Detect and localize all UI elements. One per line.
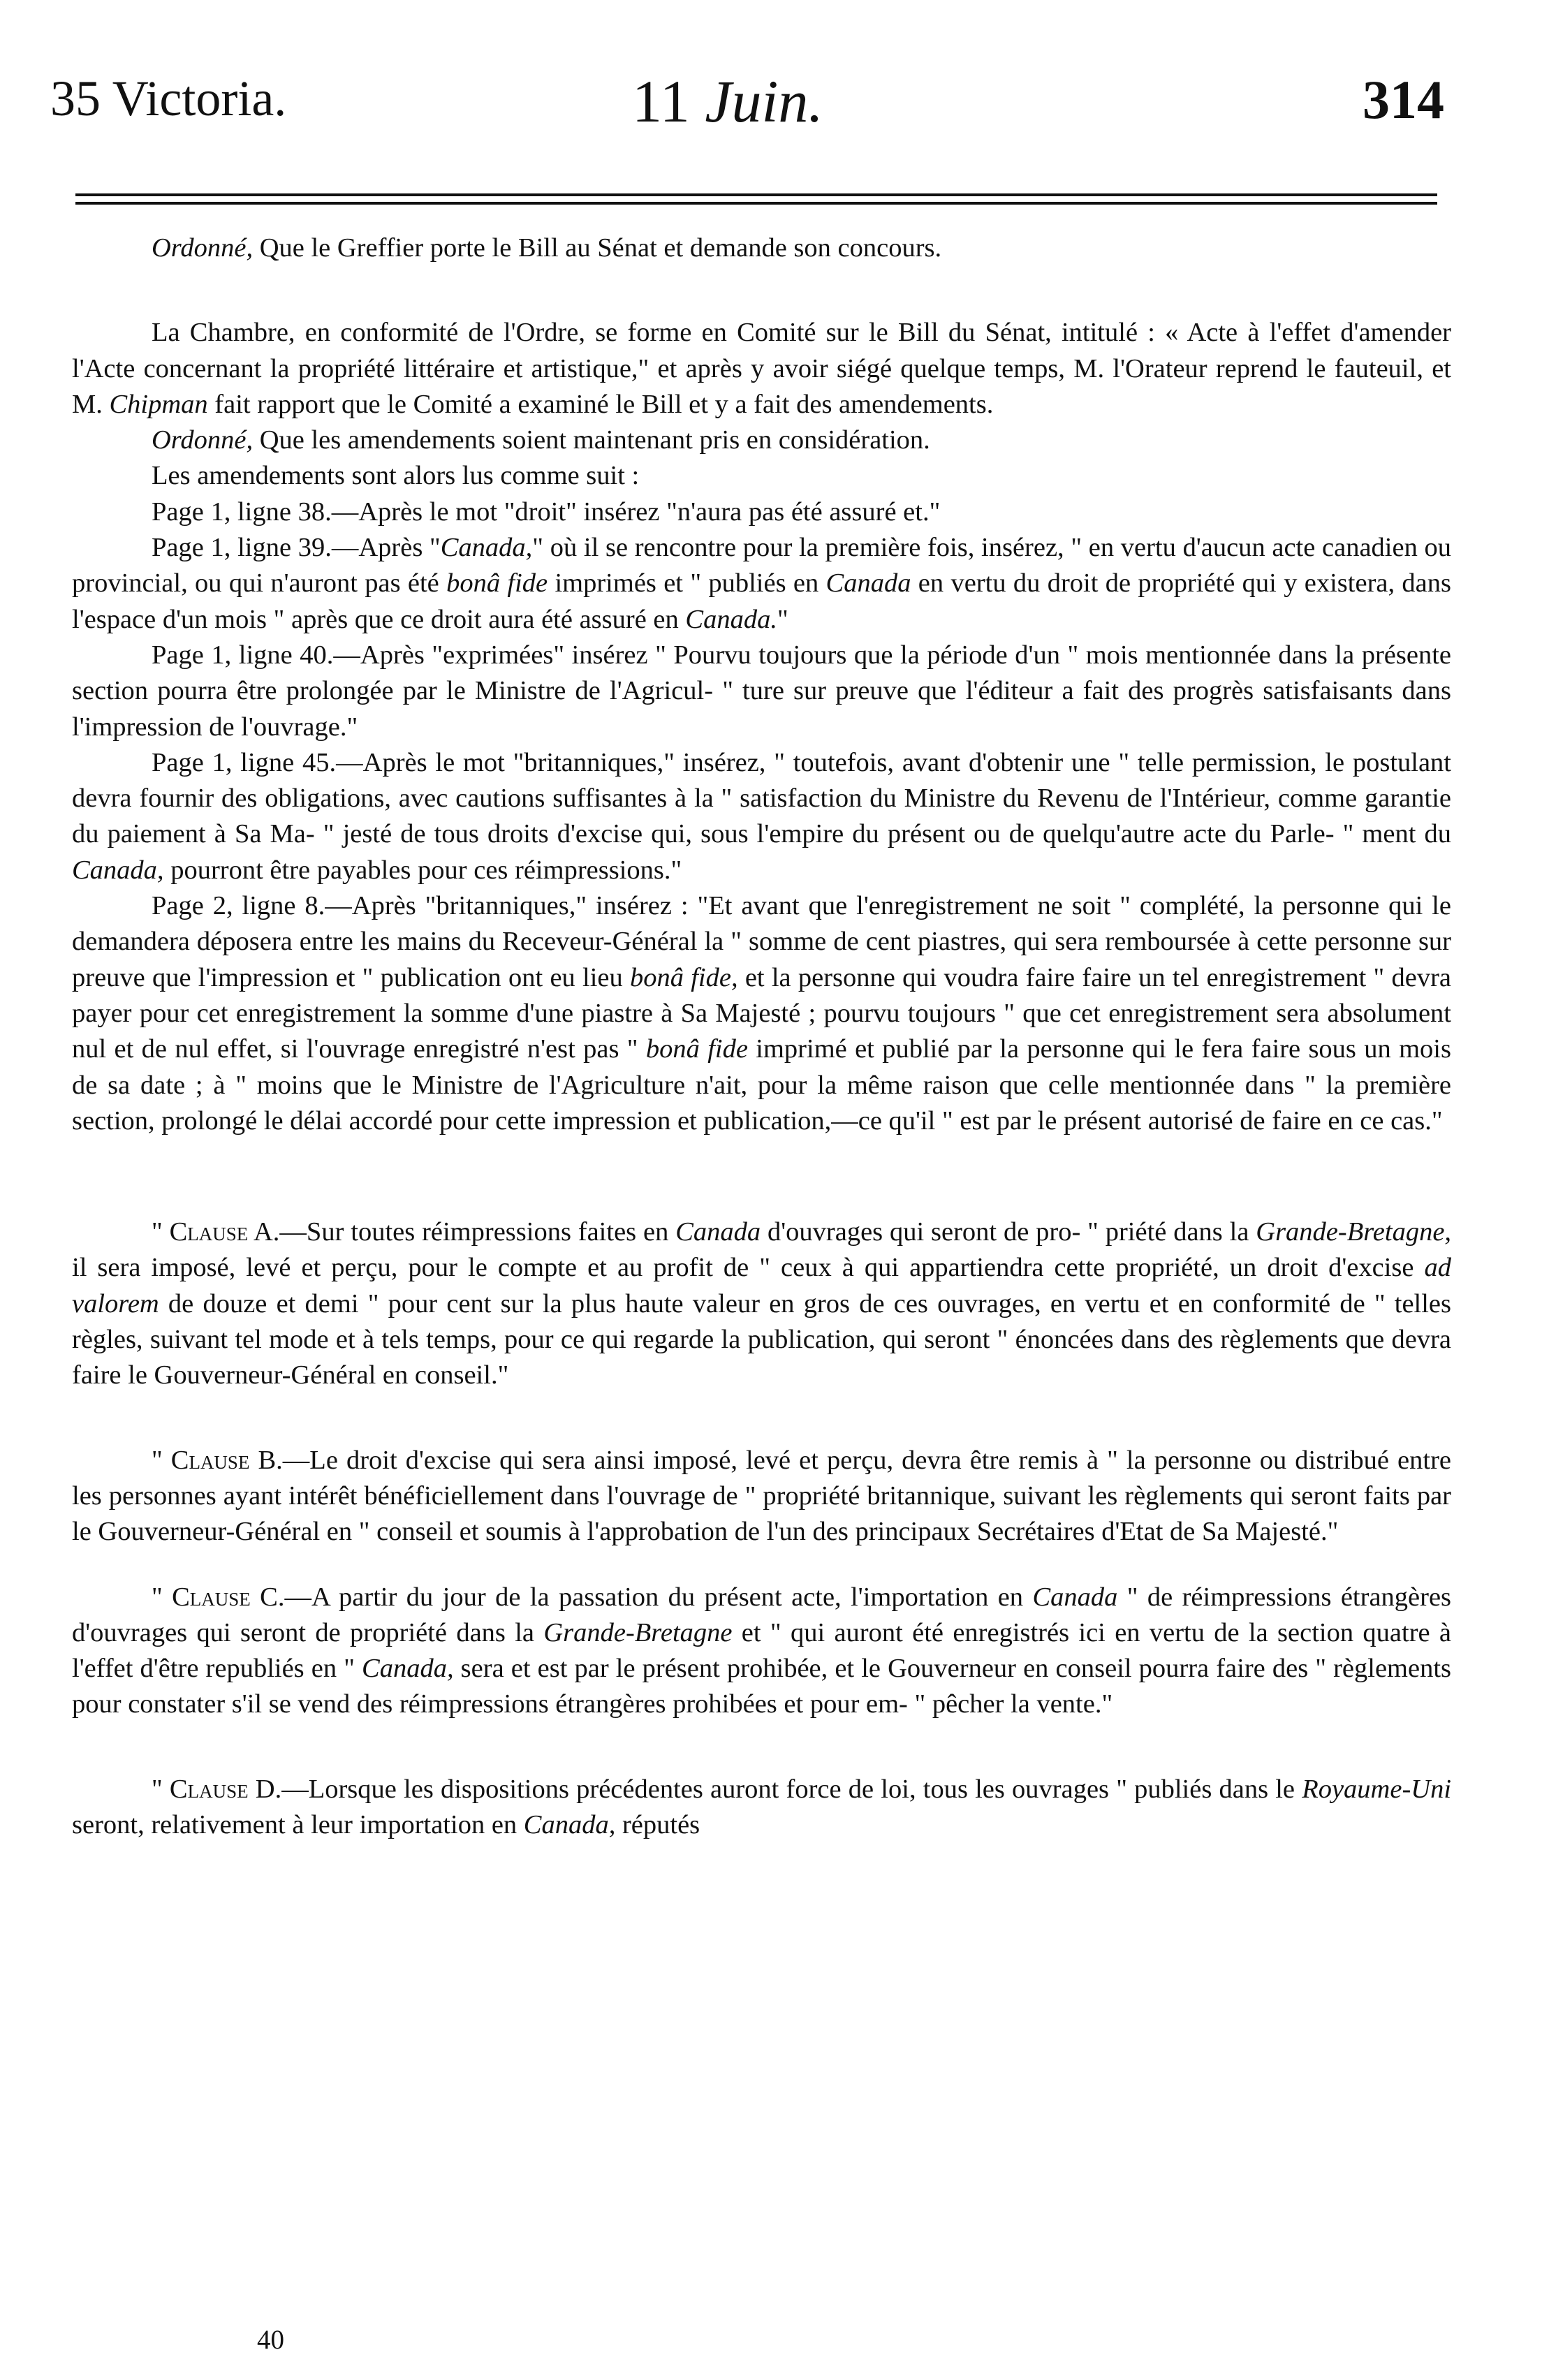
paragraph-text: et la personne qui voudra faire faire un tel enregistrement " devra payer pour cet enregistrement la somme d'une piastre à Sa Majesté ; pourvu toujours " que cet enregistrement sera absolument nul et de nul effet, si l'ouvrage enregistré n'est pas " xyxy=(72,962,1452,1064)
paragraph-text: réputés xyxy=(615,1809,700,1839)
paragraph-text: " xyxy=(777,604,788,634)
page-number: 314 xyxy=(1363,69,1444,130)
clause-label: Clause A. xyxy=(169,1217,280,1247)
member-name: Chipman xyxy=(109,389,208,419)
italic-text: Canada xyxy=(825,568,911,598)
paragraph-text: d'ouvrages qui seront de pro- " priété dans la xyxy=(761,1217,1256,1247)
italic-text: Canada, xyxy=(523,1809,616,1839)
paragraph-text: de douze et demi " pour cent sur la plus haute valeur en gros de ces ouvrages, en vertu et en conformité de " telles règles, suivant tel mode et à tels temps, pour ce qui regarde la publication, qui seront " énoncées dans des règlements que devra faire le Gouverneur-Général en conseil." xyxy=(72,1288,1451,1390)
paragraph-text: —Le droit d'excise qui sera ainsi imposé, levé et perçu, devra être remis à " la personne ou distribué entre les personnes ayant intérêt bénéficiellement dans l'ouvrage de " propriété britannique, suivant les règlements qui seront faits par le Gouverneur-Général en " conseil et soumis à l'approbation de l'un des principaux Secrétaires d'Etat de Sa Majesté." xyxy=(72,1445,1452,1547)
paragraph-comite xyxy=(72,315,1451,423)
paragraph-text: imprimés et " publiés en xyxy=(548,568,826,598)
paragraph-text: et " qui auront été enregistrés ici en vertu de la section quatre à l'effet d'être republiés en " xyxy=(72,1617,1452,1684)
italic-text: Grande-Bretagne xyxy=(543,1617,733,1647)
amendment-page1-line45 xyxy=(72,745,1451,888)
paragraph-text: imprimé et publié par la personne qui le fera faire sous un mois de sa date ; à " moins que le Ministre de l'Agriculture n'ait, pour la même raison que celle mentionnée dans " la première section, prolongé le délai accordé pour cette impression et publication,—ce qu'il " est par le présent autorisé de faire en ce cas." xyxy=(72,1034,1451,1136)
italic-text: Canada xyxy=(1032,1582,1118,1612)
ordonne-label: Ordonné, xyxy=(152,425,254,455)
paragraph-text: " où il se rencontre pour la première fois, insérez, " en vertu d'aucun acte canadien ou provincial, ou qui n'auront pas été xyxy=(72,533,1452,598)
header-regnal-year: 35 Victoria. xyxy=(50,71,287,126)
header-date-month: Juin. xyxy=(705,68,823,135)
paragraph-text: " de réimpressions étrangères d'ouvrages qui seront de propriété dans la xyxy=(72,1582,1452,1647)
paragraph-text: La Chambre, en conformité de l'Ordre, se forme en Comité sur le Bill du Sénat, intitulé : « Acte à l'effet d'amender l'Acte concernant la propriété littéraire et artistique," et après y avoir siégé quelque temps, M. l'Orateur reprend le fauteuil, et M. xyxy=(72,318,1451,419)
italic-text: bonâ fide, xyxy=(630,962,738,992)
paragraph-text: il sera imposé, levé et perçu, pour le compte et au profit de " ceux à qui appartiendra cette propriété, un droit d'excise xyxy=(72,1253,1425,1283)
amendment-page1-line39 xyxy=(72,530,1451,638)
italic-text: Canada, xyxy=(440,533,533,563)
paragraph-amendements-intro: Les amendements sont alors lus comme suit : xyxy=(152,461,640,491)
quote-mark: " xyxy=(152,1774,170,1804)
paragraph-text: Page 1, ligne 45.—Après le mot "britanniques," insérez, " toutefois, avant d'obtenir une " telle permission, le postulant devra fournir des obligations, avec cautions suffisantes à la " satisfaction du Ministre du Revenu de l'Intérieur, comme garantie du paiement à Sa Ma- " jesté de tous droits d'excise qui, sous l'empire du présent ou de quelqu'autre acte du Parle- " ment du xyxy=(72,747,1451,849)
header-date-day: 11 xyxy=(632,68,690,135)
quote-mark: " xyxy=(152,1217,170,1247)
header-rule-bottom xyxy=(75,202,1437,205)
paragraph-text: Que les amendements soient maintenant pris en considération. xyxy=(253,425,930,455)
paragraph-text: —A partir du jour de la passation du présent acte, l'importation en xyxy=(284,1582,1033,1612)
amendment-page1-line38: Page 1, ligne 38.—Après le mot "droit" insérez "n'aura pas été assuré et." xyxy=(152,497,941,527)
clause-a xyxy=(72,1214,1451,1393)
italic-text: bonâ fide xyxy=(446,568,548,598)
paragraph-text: —Lorsque les dispositions précédentes auront force de loi, tous les ouvrages " publiés dans le xyxy=(281,1774,1302,1804)
ordonne-label: Ordonné, xyxy=(152,233,254,263)
paragraph-ordonne-2 xyxy=(72,423,1451,458)
italic-text: Canada. xyxy=(685,604,777,634)
paragraph-text: en vertu du droit de propriété qui y existera, dans l'espace d'un mois " après que ce droit aura été assuré en xyxy=(72,568,1452,634)
paragraph-text: Page 1, ligne 39.—Après " xyxy=(152,533,441,563)
paragraph-text: pourront être payables pour ces réimpressions." xyxy=(163,855,682,885)
amendment-page1-line40: Page 1, ligne 40.—Après "exprimées" insérez " Pourvu toujours que la période d'un " mois mentionnée dans la présente section pourra être prolongée par le Ministre de l'Agricul- " ture sur preuve que l'éditeur a fait des progrès satisfaisants dans l'impression de l'ouvrage." xyxy=(72,640,1451,742)
amendment-page2-line8 xyxy=(72,888,1451,1139)
italic-text: Canada xyxy=(675,1217,761,1247)
italic-text: Royaume-Uni xyxy=(1302,1774,1452,1804)
header-rule-top xyxy=(75,193,1437,196)
quote-mark: " xyxy=(152,1445,171,1475)
italic-text: bonâ fide xyxy=(645,1034,748,1064)
paragraph-text: Que le Greffier porte le Bill au Sénat et demande son concours. xyxy=(253,233,942,263)
paragraph-text: —Sur toutes réimpressions faites en xyxy=(279,1217,676,1247)
clause-c xyxy=(72,1580,1451,1723)
clause-label: Clause C. xyxy=(172,1582,285,1612)
clause-d xyxy=(72,1772,1451,1844)
italic-text: ad valorem xyxy=(72,1253,1451,1318)
italic-text: Grande-Bretagne, xyxy=(1256,1217,1452,1247)
header-date xyxy=(632,66,823,136)
paragraph-ordonne-1 xyxy=(72,230,1451,266)
signature-number: 40 xyxy=(257,2325,284,2355)
clause-label: Clause B. xyxy=(170,1445,283,1475)
clause-b xyxy=(72,1443,1451,1550)
quote-mark: " xyxy=(152,1582,172,1612)
paragraph-text: sera et est par le présent prohibée, et le Gouverneur en conseil pourra faire des " règlements pour constater s'il se vend des réimpressions étrangères prohibées et pour em- " pêcher la vente." xyxy=(72,1654,1451,1719)
italic-text: Canada, xyxy=(72,855,164,885)
clause-label: Clause D. xyxy=(169,1774,282,1804)
body-text xyxy=(72,230,1451,1843)
paragraph-text: seront, relativement à leur importation en xyxy=(72,1809,524,1839)
paragraph-text: Page 2, ligne 8.—Après "britanniques," insérez : "Et avant que l'enregistrement ne soit " complété, la personne qui le demandera déposera entre les mains du Receveur-Général la " somme de cent piastres, qui sera remboursée à cette personne sur preuve que l'impression et " publication ont eu lieu xyxy=(72,891,1451,992)
paragraph-text: fait rapport que le Comité a examiné le Bill et y a fait des amendements. xyxy=(207,389,994,419)
italic-text: Canada, xyxy=(362,1654,454,1684)
